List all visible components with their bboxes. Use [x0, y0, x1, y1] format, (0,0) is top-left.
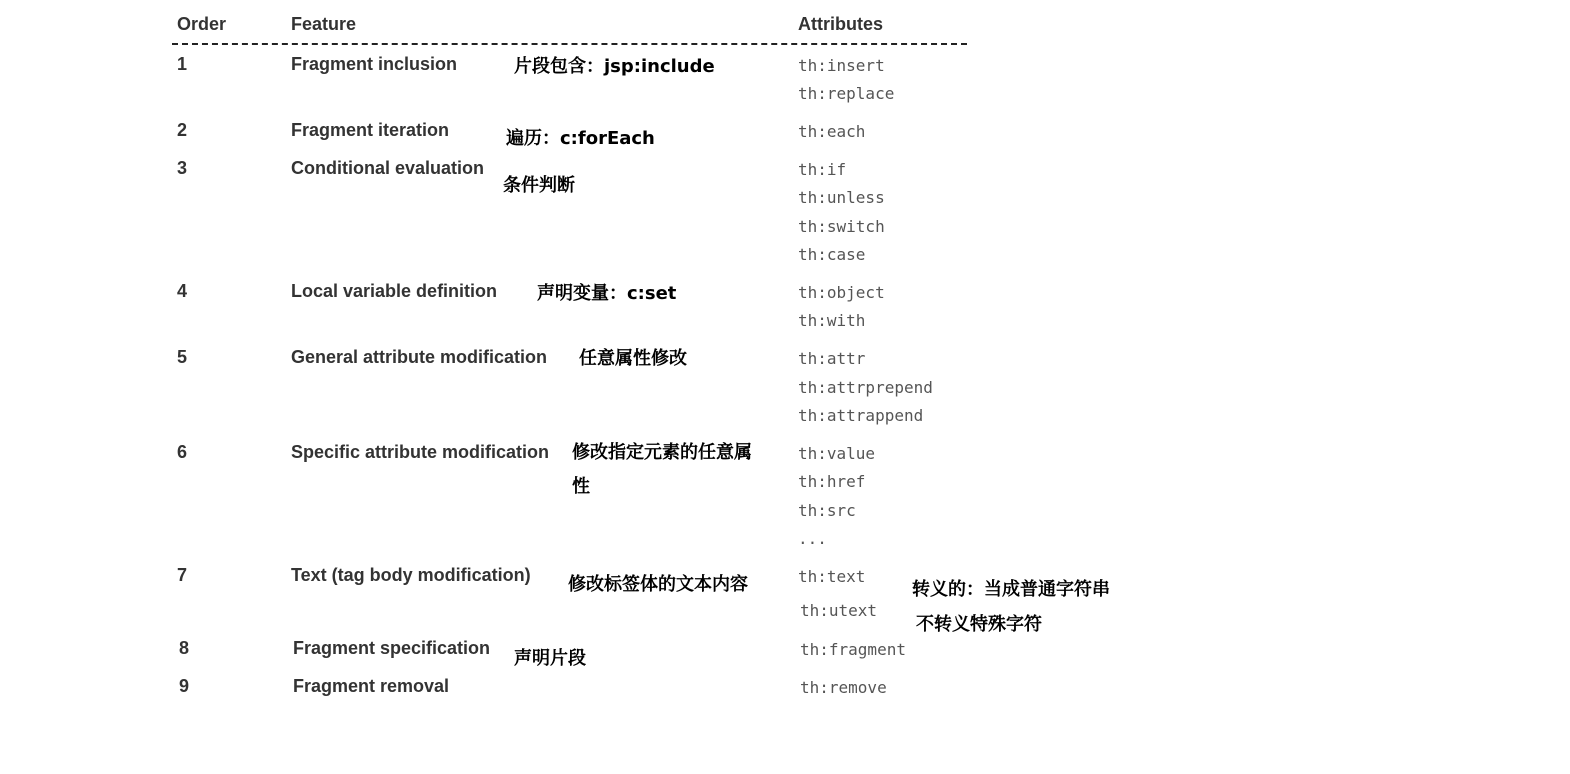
row-attr-2-1: th:each: [798, 122, 866, 141]
row-attr-6-4: ...: [798, 529, 827, 548]
header-attributes: Attributes: [798, 14, 883, 34]
row-attr-note-7-1: 转义的：当成普通字符串: [912, 579, 1110, 600]
row-feature-4: Local variable definition: [291, 281, 498, 301]
row-order-9: 9: [179, 676, 190, 696]
row-attr-1-1: th:insert: [798, 56, 885, 75]
row-feature-8: Fragment specification: [293, 638, 491, 658]
row-attr-3-3: th:switch: [798, 217, 885, 236]
row-order-8: 8: [179, 638, 190, 658]
row-attr-8-1: th:fragment: [800, 640, 906, 659]
row-feature-7: Text (tag body modification): [291, 565, 531, 585]
row-feature-1: Fragment inclusion: [291, 54, 458, 74]
row-feature-3: Conditional evaluation: [291, 158, 485, 178]
row-note-3: 条件判断: [503, 175, 575, 196]
row-order-7: 7: [177, 565, 188, 585]
row-attr-5-3: th:attrappend: [798, 406, 924, 425]
header-divider: [172, 43, 967, 45]
row-feature-9: Fragment removal: [293, 676, 450, 696]
row-attr-5-1: th:attr: [798, 349, 866, 368]
row-note-6: 修改指定元素的任意属性: [572, 442, 752, 497]
header-order: Order: [177, 14, 227, 34]
row-order-3: 3: [177, 158, 188, 178]
row-note-5: 任意属性修改: [579, 348, 687, 369]
row-order-5: 5: [177, 347, 188, 367]
row-attr-3-4: th:case: [798, 245, 866, 264]
row-attr-7-1: th:text: [798, 567, 866, 586]
row-attr-1-2: th:replace: [798, 84, 895, 103]
row-note-4: 声明变量：c:set: [537, 283, 677, 304]
row-feature-5: General attribute modification: [291, 347, 548, 367]
row-attr-3-1: th:if: [798, 160, 847, 179]
row-attr-5-2: th:attrprepend: [798, 378, 933, 397]
row-order-4: 4: [177, 281, 188, 301]
header-feature: Feature: [291, 14, 357, 34]
row-note-8: 声明片段: [514, 648, 586, 669]
row-feature-2: Fragment iteration: [291, 120, 450, 140]
row-attr-6-3: th:src: [798, 501, 856, 520]
row-attr-7-2: th:utext: [800, 601, 878, 620]
row-attr-note-7-2: 不转义特殊字符: [916, 614, 1042, 635]
row-attr-9-1: th:remove: [800, 678, 887, 697]
row-attr-4-2: th:with: [798, 311, 866, 330]
row-note-2: 遍历：c:forEach: [506, 128, 655, 149]
row-feature-6: Specific attribute modification: [291, 442, 550, 462]
row-attr-6-2: th:href: [798, 472, 866, 491]
row-note-7: 修改标签体的文本内容: [568, 574, 748, 595]
row-note-1: 片段包含：jsp:include: [514, 56, 715, 77]
row-attr-4-1: th:object: [798, 283, 885, 302]
row-order-1: 1: [177, 54, 188, 74]
row-order-6: 6: [177, 442, 188, 462]
row-attr-3-2: th:unless: [798, 188, 885, 207]
row-order-2: 2: [177, 120, 188, 140]
row-attr-6-1: th:value: [798, 444, 876, 463]
